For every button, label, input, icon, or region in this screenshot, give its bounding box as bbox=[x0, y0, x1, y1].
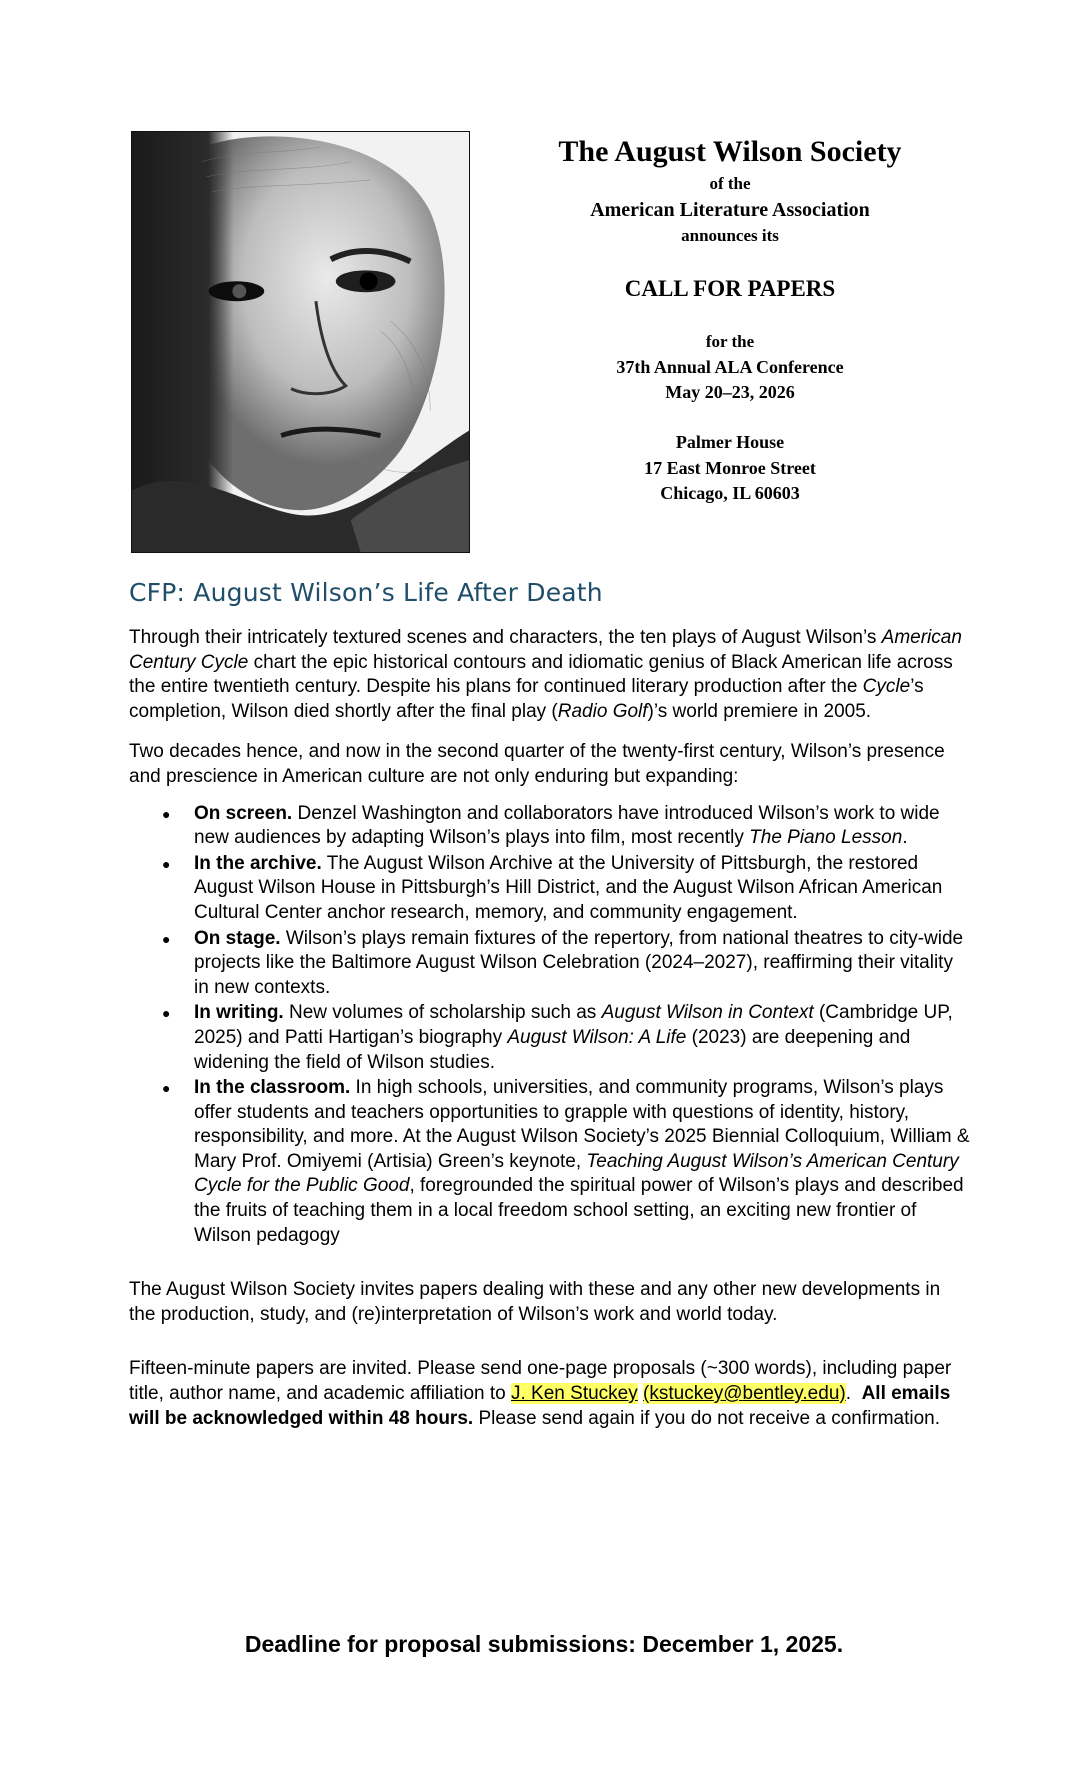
venue-name: Palmer House bbox=[675, 431, 785, 452]
bullet-text: (Cambridge UP, 2025) and Patti Hartigan’s biography bbox=[194, 1002, 953, 1048]
bullet-italic: August Wilson in Context bbox=[601, 1002, 814, 1024]
bullet-icon: ● bbox=[162, 1005, 171, 1022]
bullet-text: In high schools, universities, and community programs, Wilson’s plays offer students and teachers opportunities to grapple with questions of identity, history, responsibility, and more. At the August Wilson Society’s 2025 Biennial Colloquium, William & Mary Prof. Omiyemi (Artisia) Green’s keynote, bbox=[194, 1077, 970, 1172]
list-item bbox=[162, 852, 971, 926]
bullet-text: New volumes of scholarship such as bbox=[283, 1002, 602, 1024]
contact-email-link[interactable]: (kstuckey@bentley.edu) bbox=[643, 1383, 846, 1405]
bullet-icon: ● bbox=[162, 855, 171, 872]
bullet-heading: In the classroom. bbox=[194, 1077, 351, 1099]
conference-name: 37th Annual ALA Conference bbox=[616, 356, 844, 377]
for-the-text: for the bbox=[705, 332, 755, 352]
intro-text-1: Through their intricately textured scenes and characters, the ten plays of August Wilson’s bbox=[129, 627, 882, 648]
of-the-text: of the bbox=[709, 174, 751, 193]
bullet-heading: On screen. bbox=[194, 802, 293, 824]
bullet-icon: ● bbox=[162, 1080, 171, 1097]
call-for-papers-heading: CALL FOR PAPERS bbox=[624, 275, 836, 301]
bullet-text: The August Wilson Archive at the University of Pittsburgh, the restored August Wilson House in Pittsburgh’s Hill District, and the August Wilson African American Cultural Center anchor research, memory, and community engagement. bbox=[194, 852, 943, 923]
bullet-heading: On stage. bbox=[194, 927, 281, 949]
submission-text-end: Please send again if you do not receive a confirmation. bbox=[473, 1407, 941, 1429]
bullet-text: , foregrounded the spiritual power of Wilson’s plays and described the fruits of teaching them in a local freedom school setting, an exciting new frontier of Wilson pedagogy bbox=[194, 1175, 964, 1246]
list-item bbox=[162, 1001, 971, 1075]
bullet-icon: ● bbox=[162, 805, 171, 822]
august-wilson-portrait bbox=[131, 131, 470, 553]
intro-italic-3: Radio Golf bbox=[557, 700, 648, 722]
intro-italic-2: Cycle bbox=[862, 676, 911, 698]
conference-dates: May 20–23, 2026 bbox=[665, 382, 795, 403]
contact-name-link[interactable]: J. Ken Stuckey bbox=[511, 1383, 638, 1405]
conference-header bbox=[490, 130, 970, 505]
bullet-text: Wilson’s plays remain fixtures of the repertory, from national theatres to city-wide projects like the Baltimore August Wilson Celebration (2024–2027), reaffirming their vitality in new contexts. bbox=[194, 927, 964, 998]
association-name: American Literature Association bbox=[590, 199, 870, 222]
venue-city: Chicago, IL 60603 bbox=[660, 483, 800, 504]
bullet-heading: In the archive. bbox=[194, 852, 322, 874]
bullet-italic: August Wilson: A Life bbox=[507, 1026, 687, 1048]
bullet-text: Denzel Washington and collaborators have introduced Wilson’s work to wide new audiences by adapting Wilson’s plays into film, most recently bbox=[194, 802, 940, 849]
intro-text-4: )’s world premiere in 2005. bbox=[647, 700, 872, 722]
list-item bbox=[162, 927, 971, 1001]
submission-text: Fifteen-minute papers are invited. Please send one-page proposals (~300 words), including paper title, author name, and academic affiliation to bbox=[129, 1358, 952, 1405]
bullet-text: (2023) are deepening and widening the field of Wilson studies. bbox=[194, 1026, 911, 1073]
bullet-italic: The Piano Lesson bbox=[749, 827, 903, 849]
bullet-heading: In writing. bbox=[194, 1002, 284, 1024]
announces-text: announces its bbox=[681, 226, 779, 246]
cfp-title: CFP: August Wilson’s Life After Death bbox=[129, 578, 603, 607]
list-item bbox=[162, 802, 971, 851]
acknowledgement-note: All emails will be acknowledged within 48 hours. bbox=[129, 1383, 951, 1429]
bullet-italic: Teaching August Wilson’s American Century Cycle for the Public Good bbox=[194, 1150, 959, 1197]
intro-paragraph bbox=[129, 626, 971, 724]
deadline: Deadline for proposal submissions: December 1, 2025. bbox=[244, 1631, 844, 1657]
society-name: The August Wilson Society bbox=[558, 135, 902, 168]
list-item bbox=[162, 1076, 971, 1248]
intro-text-2: chart the epic historical contours and idiomatic genius of Black American life across the entire twentieth century. Despite his plans for continued literary production after the bbox=[129, 651, 953, 698]
submission-period: . bbox=[845, 1383, 851, 1405]
bullet-icon: ● bbox=[162, 930, 171, 947]
second-paragraph: Two decades hence, and now in the second quarter of the twenty-first century, Wilson’s presence and prescience in American culture are not only enduring but expanding: bbox=[129, 741, 945, 787]
venue-street: 17 East Monroe Street bbox=[644, 457, 816, 478]
invitation-paragraph: The August Wilson Society invites papers dealing with these and any other new developments in the production, study, and (re)interpretation of Wilson’s work and world today. bbox=[129, 1279, 941, 1325]
submission-paragraph bbox=[129, 1357, 971, 1431]
bullet-list bbox=[129, 802, 971, 1249]
intro-italic-1: American Century Cycle bbox=[129, 627, 962, 673]
bullet-text-end: . bbox=[902, 827, 908, 849]
intro-text-3: ’s completion, Wilson died shortly after the final play ( bbox=[129, 676, 924, 722]
cfp-body bbox=[129, 626, 971, 1431]
